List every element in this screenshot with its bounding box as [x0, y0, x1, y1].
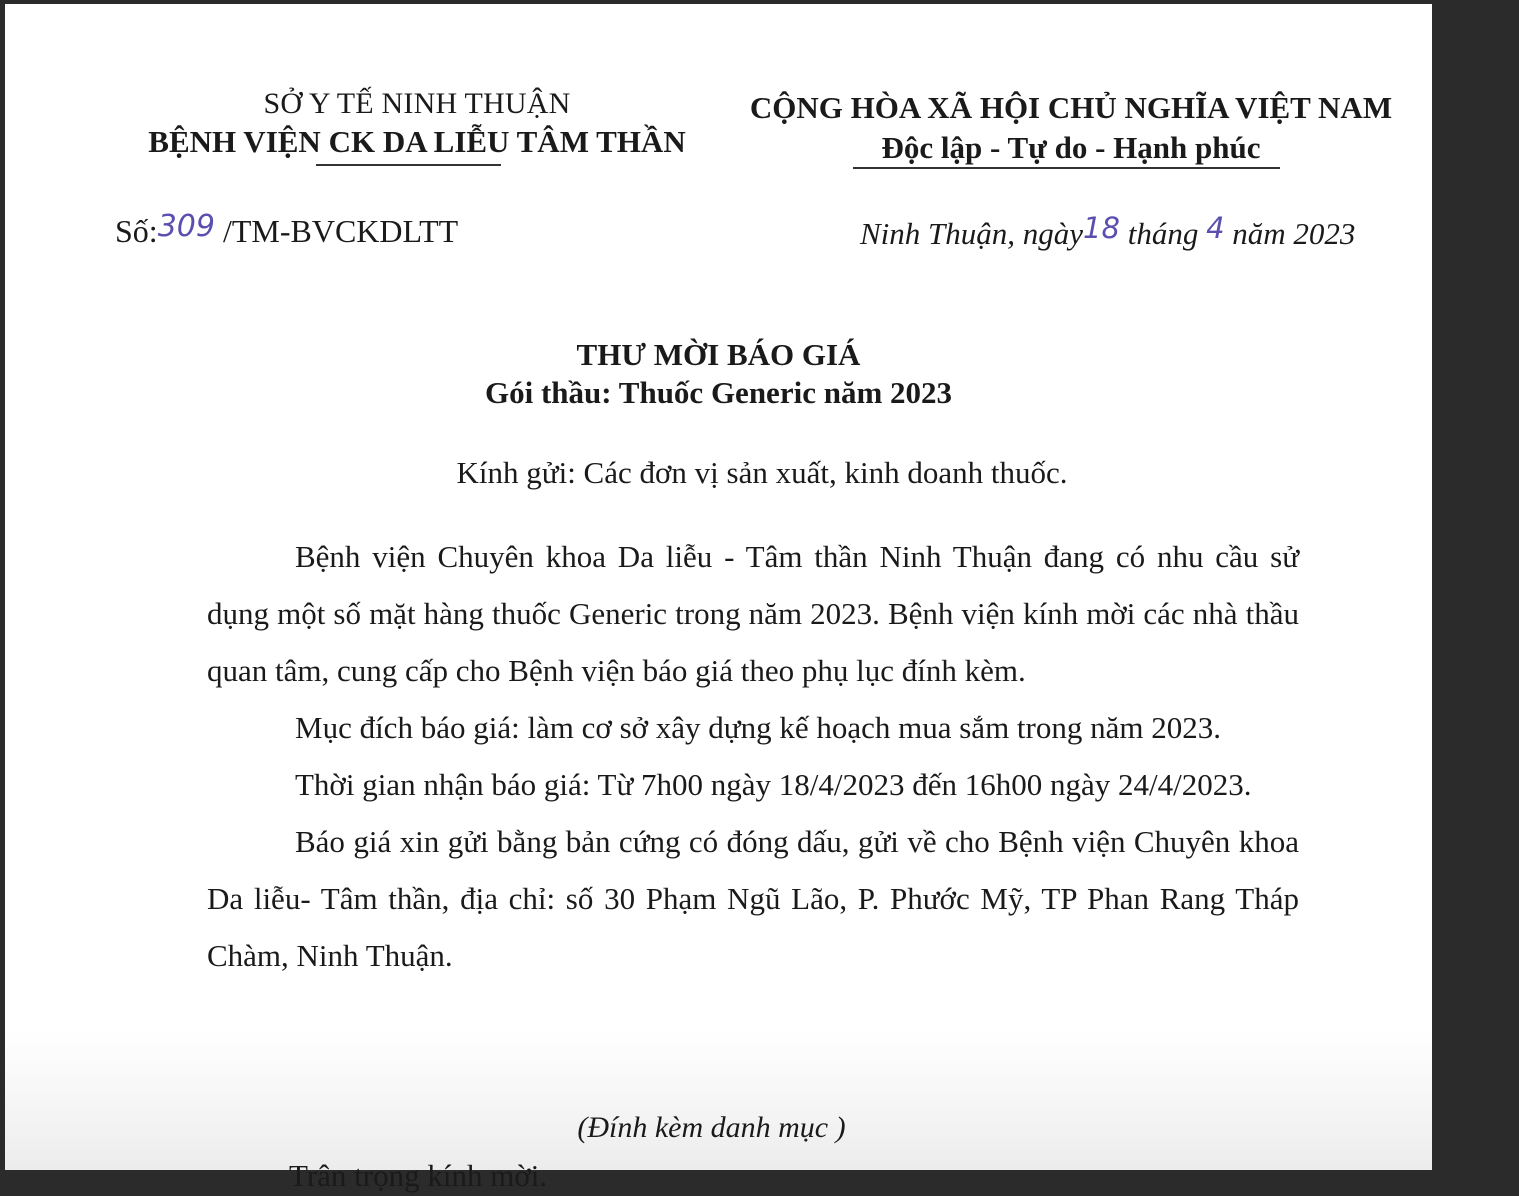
document-number [115, 209, 458, 255]
month-label: tháng [1119, 216, 1207, 251]
letter-body [207, 528, 1299, 984]
handwritten-document-number: 309 [157, 209, 215, 244]
header-left-underline [316, 164, 501, 166]
header-right-underline [853, 167, 1280, 169]
paragraph-receiving-time: Thời gian nhận báo giá: Từ 7h00 ngày 18/4/2023 đến 16h00 ngày 24/4/2023. [295, 767, 1252, 802]
year-label: năm 2023 [1224, 216, 1356, 251]
document-page [5, 4, 1432, 1193]
handwritten-day: 18 [1083, 211, 1120, 245]
national-header [740, 88, 1402, 168]
place-label: Ninh Thuận, ngày [860, 216, 1084, 251]
hospital-name: BỆNH VIỆN CK DA LIỄU TÂM THẦN [148, 124, 686, 159]
addressee-line: Kính gửi: Các đơn vị sản xuất, kinh doanh thuốc. [456, 455, 1068, 490]
country-name: CỘNG HÒA XÃ HỘI CHỦ NGHĨA VIỆT NAM [749, 90, 1393, 125]
paragraph-purpose-need: Bệnh viện Chuyên khoa Da liễu - Tâm thần Ninh Thuận đang có nhu cầu sử dụng một số mặt hàng thuốc Generic trong năm 2023. Bệnh viện kính mời các nhà thầu quan tâm, cung cấp cho Bệnh viện báo giá theo phụ lục đính kèm. [207, 539, 1299, 688]
document-title-block [5, 336, 1432, 412]
handwritten-month: 4 [1206, 211, 1225, 245]
place-and-date [860, 212, 1355, 256]
document-number-prefix: Số: [115, 213, 158, 249]
paragraph-quote-purpose: Mục đích báo giá: làm cơ sở xây dựng kế hoạch mua sắm trong năm 2023. [295, 710, 1221, 745]
national-motto: Độc lập - Tự do - Hạnh phúc [881, 130, 1261, 165]
document-title: THƯ MỜI BÁO GIÁ [576, 337, 861, 372]
ministry-name: SỞ Y TẾ NINH THUẬN [263, 87, 571, 120]
document-number-suffix: /TM-BVCKDLTT [214, 213, 459, 249]
bid-package-subtitle: Gói thầu: Thuốc Generic năm 2023 [484, 375, 953, 410]
issuing-organization-header [117, 86, 717, 162]
cut-off-text-line: Trân trọng kính mời. [289, 1158, 548, 1193]
attachment-note: (Đính kèm danh mục ) [577, 1111, 846, 1144]
paragraph-submission-address: Báo giá xin gửi bằng bản cứng có đóng dấu, gửi về cho Bệnh viện Chuyên khoa Da liễu- Tâm thần, địa chỉ: số 30 Phạm Ngũ Lão, P. Phước Mỹ, TP Phan Rang Tháp Chàm, Ninh Thuận. [207, 824, 1299, 973]
